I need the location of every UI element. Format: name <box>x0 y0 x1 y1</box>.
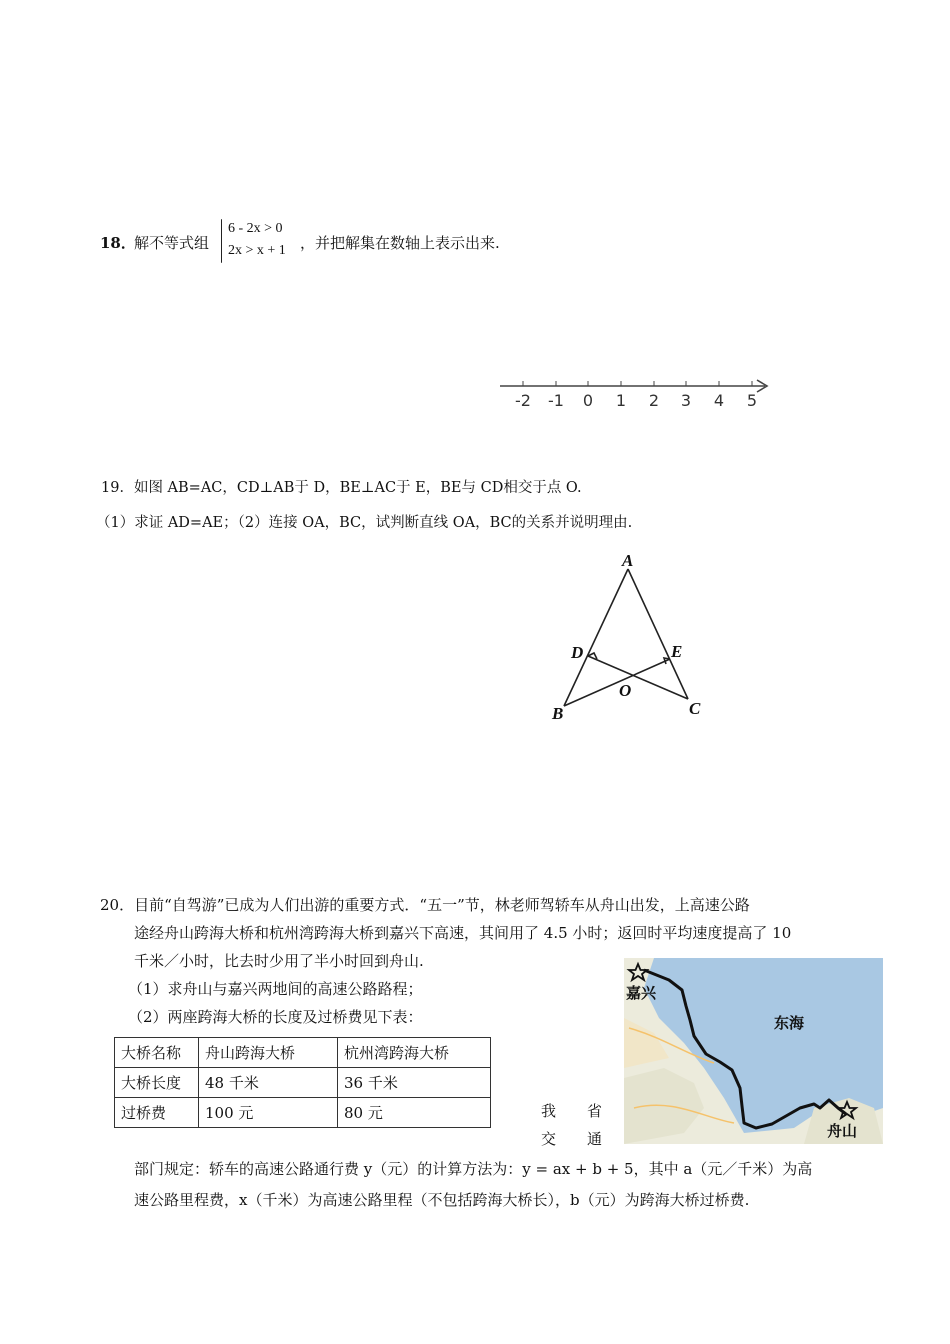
side-char: 省 <box>587 1102 603 1120</box>
q20-line2: 途经舟山跨海大桥和杭州湾跨海大桥到嘉兴下高速，其间用了 4.5 小时；返回时平均速度提高了 10 <box>134 924 792 942</box>
q19-line2: （1）求证 AD=AE；（2）连接 OA，BC，试判断直线 OA，BC的关系并说明理由. <box>96 515 633 531</box>
table-header-cell: 舟山跨海大桥 <box>199 1038 338 1068</box>
tick-label: 4 <box>713 391 725 410</box>
q20-sub1: （1）求舟山与嘉兴两地间的高速公路路程； <box>128 980 423 998</box>
inequality-2: 2x > x + 1 <box>228 243 286 258</box>
tick-label: -2 <box>515 391 531 410</box>
tick-label: 3 <box>680 391 692 410</box>
tick-label: 5 <box>746 391 758 410</box>
tick-label: 2 <box>648 391 660 410</box>
route-map <box>624 958 883 1144</box>
q20-line1: 20．目前“自驾游”已成为人们出游的重要方式．“五一”节，林老师驾轿车从舟山出发，上高速公路 <box>100 896 750 914</box>
table-cell: 48 千米 <box>199 1068 338 1098</box>
tick-label: -1 <box>548 391 564 410</box>
map-label-donghai: 东海 <box>774 1014 805 1032</box>
label-O: O <box>619 681 632 700</box>
table-cell: 36 千米 <box>338 1068 491 1098</box>
table-header-row <box>115 1038 491 1068</box>
inequality-1: 6 - 2x > 0 <box>228 221 283 236</box>
table-cell: 80 元 <box>338 1098 491 1128</box>
q18-suffix: ，并把解集在数轴上表示出来. <box>300 234 500 252</box>
side-char: 我 <box>541 1102 557 1120</box>
table-cell: 大桥长度 <box>115 1068 199 1098</box>
label-A: A <box>622 551 634 570</box>
map-label-jiaxing: 嘉兴 <box>626 984 657 1002</box>
map-graphic <box>624 958 883 1144</box>
table-header-cell: 大桥名称 <box>115 1038 199 1068</box>
label-B: B <box>552 704 564 723</box>
map-label-zhoushan: 舟山 <box>827 1122 858 1140</box>
q20-line3: 千米／小时，比去时少用了半小时回到舟山. <box>134 952 424 970</box>
number-line[interactable] <box>495 375 780 415</box>
triangle-figure <box>530 550 730 725</box>
q18-prefix: 解不等式组 <box>134 234 210 252</box>
q20-sub2: （2）两座跨海大桥的长度及过桥费见下表： <box>128 1008 423 1026</box>
side-char: 交 <box>541 1130 557 1148</box>
label-E: E <box>671 642 683 661</box>
tick-label: 1 <box>615 391 627 410</box>
label-D: D <box>571 643 584 662</box>
q20-rule-line2: 速公路里程费，x（千米）为高速公路里程（不包括跨海大桥长），b（元）为跨海大桥过桥费. <box>134 1191 750 1209</box>
table-header-cell: 杭州湾跨海大桥 <box>338 1038 491 1068</box>
table-row <box>115 1098 491 1128</box>
bridge-table <box>114 1037 491 1128</box>
q18-number: 18． <box>100 234 136 252</box>
q19-line1: 19．如图 AB=AC，CD⊥AB于 D，BE⊥AC于 E，BE与 CD相交于点 O. <box>101 480 582 496</box>
label-C: C <box>689 699 701 718</box>
table-row <box>115 1068 491 1098</box>
table-cell: 100 元 <box>199 1098 338 1128</box>
inequality-system <box>221 219 286 263</box>
table-cell: 过桥费 <box>115 1098 199 1128</box>
q20-rule-line1: 部门规定：轿车的高速公路通行费 y（元）的计算方法为：y = ax + b + 5，其中 a（元／千米）为高 <box>134 1160 813 1178</box>
side-char: 通 <box>587 1130 603 1148</box>
tick-label: 0 <box>582 391 594 410</box>
